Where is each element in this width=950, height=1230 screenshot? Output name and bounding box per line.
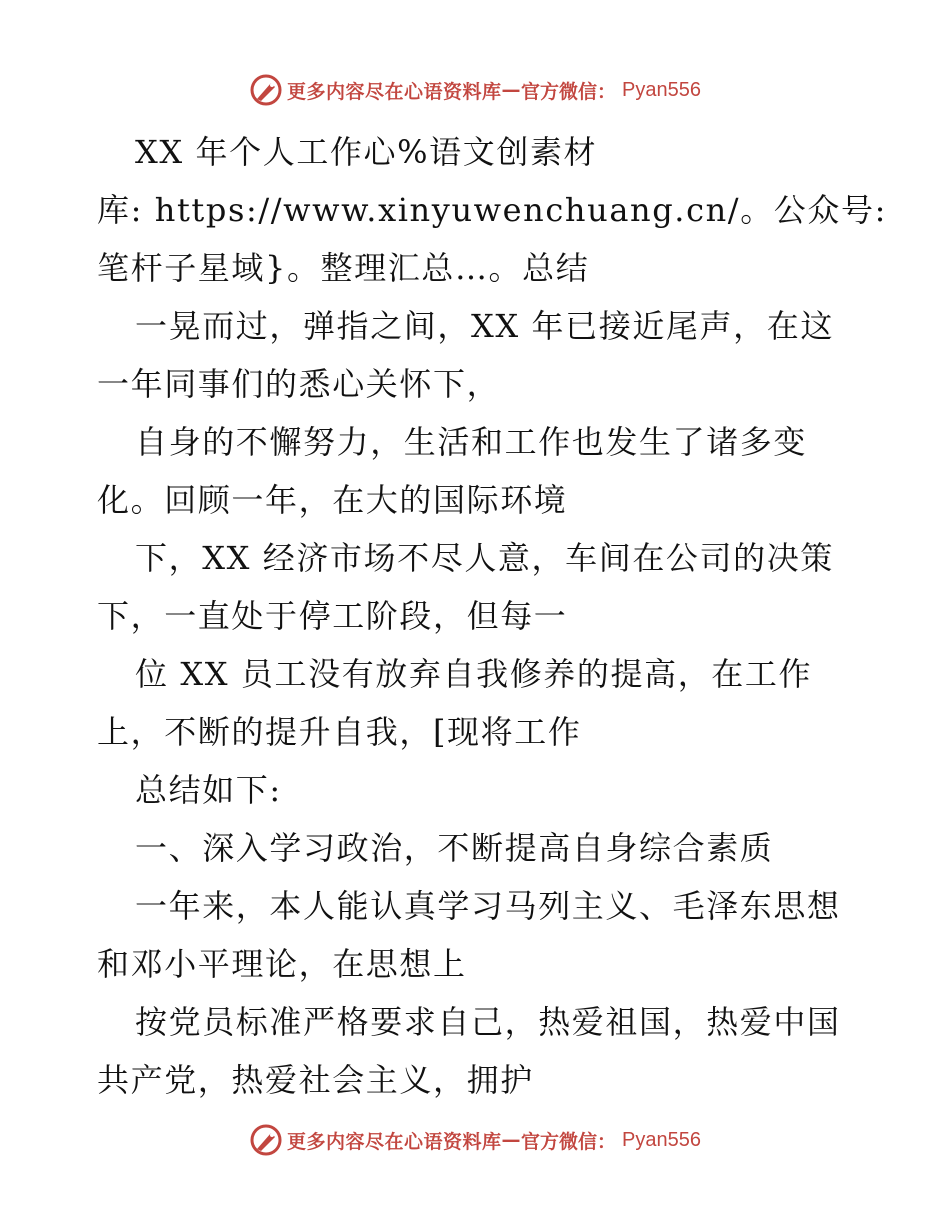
document-body [97, 123, 887, 1109]
body-line: 上，不断的提升自我，[现将工作 [97, 713, 582, 751]
body-line: 一晃而过，弹指之间，XX 年已接近尾声，在这 [135, 307, 834, 345]
footer-watermark-banner [0, 1120, 950, 1160]
header-watermark-banner [0, 70, 950, 110]
body-line: 和邓小平理论，在思想上 [97, 945, 467, 983]
body-line: 笔杆子星域}。整理汇总…。总结 [97, 249, 590, 287]
banner-wechat-label: 官方微信： [521, 1130, 617, 1153]
body-line: 共产党，热爱社会主义，拥护 [97, 1061, 534, 1099]
body-line: 位 XX 员工没有放弃自我修养的提高，在工作 [135, 655, 813, 693]
banner-wechat-label: 官方微信： [521, 80, 617, 103]
banner-main-text: 更多内容尽在心语资料库 [287, 80, 502, 103]
body-line: 下，XX 经济市场不尽人意，车间在公司的决策 [135, 539, 834, 577]
banner-separator: — [501, 1129, 522, 1151]
banner-separator: — [501, 79, 522, 101]
banner-main-text: 更多内容尽在心语资料库 [287, 1130, 502, 1153]
body-line: 总结如下: [135, 771, 282, 809]
body-line: 一年同事们的悉心关怀下， [97, 365, 501, 403]
body-line: 一年来，本人能认真学习马列主义、毛泽东思想 [135, 887, 841, 925]
banner-wechat-id: Pyan556 [622, 78, 701, 101]
body-line: 自身的不懈努力，生活和工作也发生了诸多变 [135, 423, 808, 461]
body-line: 按党员标准严格要求自己，热爱祖国，热爱中国 [135, 1003, 841, 1041]
pen-nib-logo-icon [249, 1123, 283, 1157]
banner-wechat-id: Pyan556 [622, 1128, 701, 1151]
body-line: 库: https://www.xinyuwenchuang.cn/。公众号: [97, 191, 887, 229]
section-heading: 一、深入学习政治，不断提高自身综合素质 [135, 829, 774, 867]
body-line: 化。回顾一年，在大的国际环境 [97, 481, 568, 519]
body-line: XX 年个人工作心%语文创素材 [135, 133, 598, 171]
pen-nib-logo-icon [249, 73, 283, 107]
body-line: 下，一直处于停工阶段，但每一 [97, 597, 568, 635]
